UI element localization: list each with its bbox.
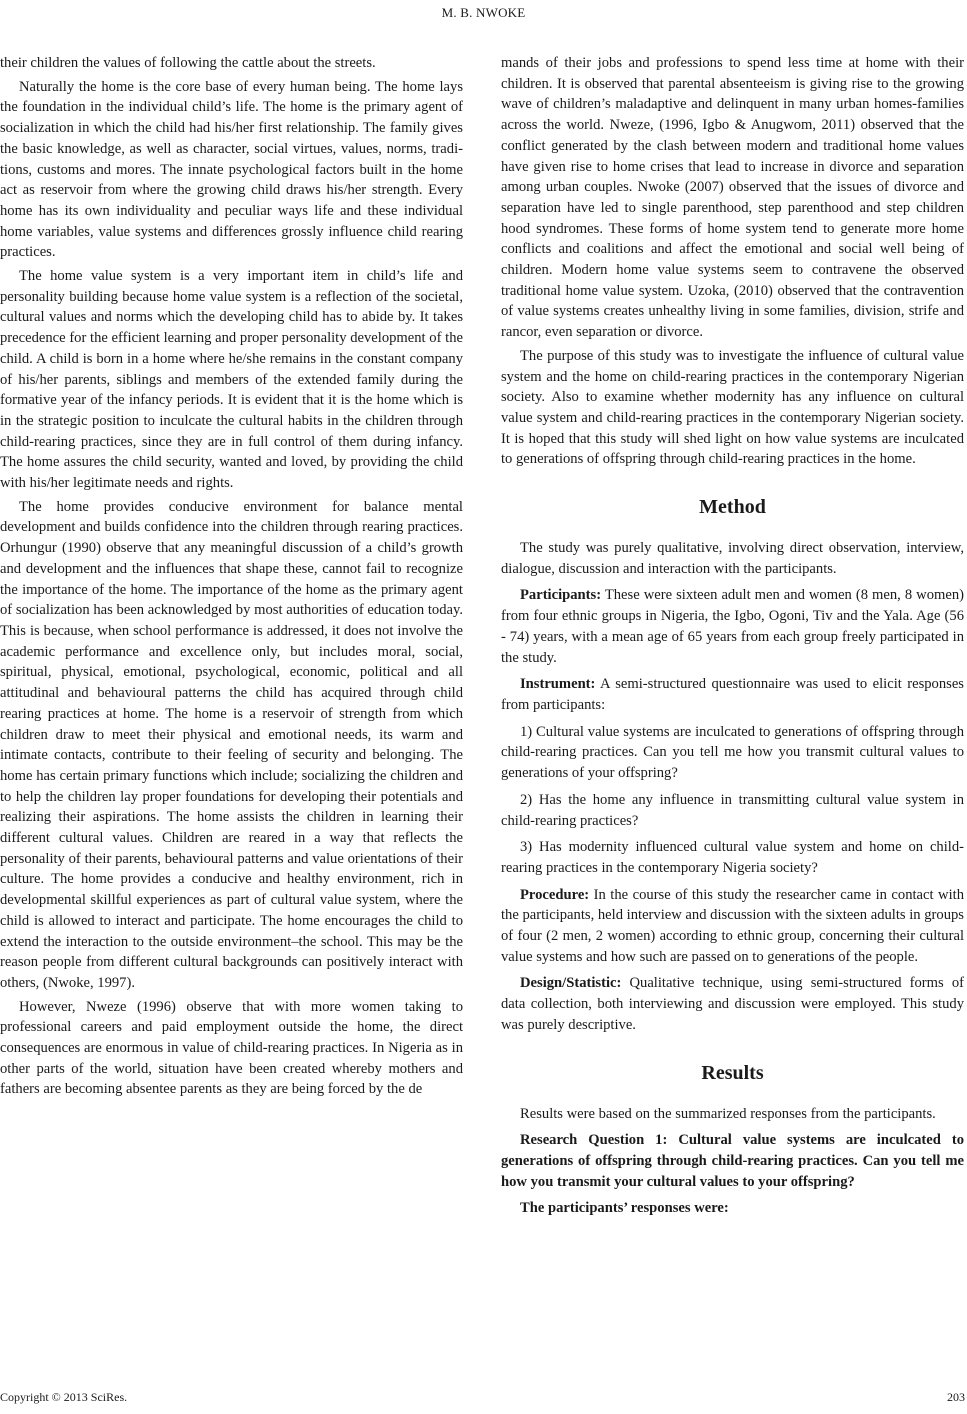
- design-label: Design/Statistic:: [520, 975, 622, 992]
- paragraph: their children the values of following the cattle about the streets.: [0, 55, 376, 71]
- paragraph: Naturally the home is the core base of every human being. The home lays the foundation in the individual child’s life. The home is the primary agent of socialization in which the child had his/her first relationship. The family gives the basic knowledge, as well as character, social virtues, values, norms, traditions, customs and mores. The innate psychological factors built in the home act as reservoir from where the growing child draws his/her strength. Every home has its own individuality and peculiar ways life and these individual home variables, value systems and differences grossly influence child rearing practices.: [0, 78, 463, 261]
- research-question-1: Research Question 1: Cultural value systems are inculcated to generations of offspring through child-rearing practices. Can you tell me how you transmit your cultural values to your offspring?: [501, 1132, 964, 1190]
- paragraph: The purpose of this study was to investigate the influence of cultural value system and the home on child-rearing practices in the contemporary Nigerian society. Also to examine whether modernity has any influence on cultural value system and child-rearing practices in the contemporary Nigerian society. It is hoped that this study will shed light on how value systems are inculcated to generations of offspring through child-rearing practices in the home.: [501, 347, 964, 468]
- paragraph: mands of their jobs and professions to spend less time at home with their children. It is observed that parental absenteeism is giving rise to the growing wave of children’s maladaptive and delinquent in many urban homes-families across the world. Nweze, (1996, Igbo & Anugwom, 2011) observed that the conflict generated by the clash between modern and traditional home values have given rise to home crises that lead to increase in divorce and separation among urban couples. Nwoke (2007) observed that the issues of divorce and separation have led to single parenthood, step parenthood and step children hood syndromes. These forms of home system tend to generate more home conflicts and coalitions and affect the emotional and social well being of children. Modern home value systems seem to contravene the observed traditional home value system. Uzoka, (2010) observed that the contravention of value systems creates unhealthy living in some families, division, strife and rancor, even separation or divorce.: [501, 55, 964, 341]
- left-column: [0, 53, 463, 1100]
- design-paragraph: [501, 973, 964, 1035]
- procedure-paragraph: [501, 885, 964, 968]
- paragraph: The home value system is a very important item in child’s life and personality building because home value system is a reflection of the societal, cultural values and norms which the developing child has to abide by. It takes precedence for the efficient learning and proper personality development of the child. A child is born in a home where he/she remains in the constant company of his/her parents, siblings and members of the extended family during the formative year of the infancy periods. It is evident that it is the home which is in the strategic position to inculcate the cultural habits in the children through child-rearing practices, since they are in full control of them during infancy. The home assures the child security, wanted and loved, by providing the child with his/her legitimate needs and rights.: [0, 268, 463, 492]
- section-heading-results: Results: [701, 1061, 764, 1084]
- procedure-text: In the course of this study the researcher came in contact with the participants, held interview and discussion with the sixteen adults in groups of four (2 men, 2 women) according to ethnic group, concerning their cultural value systems and how such are passed on to generations of the people.: [501, 886, 964, 965]
- participants-paragraph: [501, 585, 964, 668]
- participants-text: These were sixteen adult men and women (8 men, 8 women) from four ethnic groups in Nigeria, the Igbo, Ogoni, Tiv and the Yala. Age (56 - 74) years, with a mean age of 65 years from each group freely participated in the study.: [501, 587, 964, 666]
- question-item: 3) Has modernity influenced cultural value system and home on child-rearing practices in the contemporary Nigeria society?: [501, 839, 964, 876]
- footer-page-number: 203: [947, 1390, 965, 1404]
- paragraph: The study was purely qualitative, involving direct observation, interview, dialogue, discussion and interaction with the participants.: [501, 540, 964, 577]
- instrument-paragraph: [501, 674, 964, 715]
- paragraph: The home provides conducive environment for balance mental development and builds confidence into the children through rearing practices. Orhungur (1990) observe that any meaningful discussion of a child’s growth and development and the influences that shape these, cannot fail to recognize the importance of the home. The importance of the home as the primary agent of socialization has been acknowledged by most authorities of education today. This is because, when school performance is addressed, it does not involve the academic performance and excellence only, but includes moral, social, spiritual, physical, emotional, psychological, economic, political and all attitudinal and behavioural patterns the child has acquired through child rearing practices at home. The home is a reservoir of strength from which children draw to meet their physical and emotional needs, its warm and intimate contacts, contribute to their feeling of security and belonging. The home has certain primary functions which include; socializing the children and to help the children lay proper foundations for developing their potentials and realizing their aspirations. The home assists the children in learning their different cultural values. Children are reared in a way that reflects the personality of their parents, behavioural patterns and value orientations of their culture. The home provides a conducive and healthy environment, rich in developmental skillful experiences as part of cultural value system, where the child is allowed to interact and participate. The home encourages the child to extend the interaction to the outside environment–the school. This may be the reason people from different cultural backgrounds can positively interact with others, (Nwoke, 1997).: [0, 498, 463, 991]
- right-column: [501, 53, 964, 1219]
- participants-label: Participants:: [520, 587, 602, 604]
- question-item: 1) Cultural value systems are inculcated to generations of offspring through child-rearing practices. Can you tell me how you transmit cultural values to generations of your offspring?: [501, 723, 964, 782]
- question-item: 2) Has the home any influence in transmitting cultural value system in child-rearing practices?: [501, 791, 964, 829]
- section-heading-method: Method: [699, 496, 766, 519]
- paragraph: However, Nweze (1996) observe that with more women taking to professional careers and paid employment outside the home, the direct consequences are enormous in value of child-rearing practices. In Nigeria as in other parts of the world, situation have been created whereby mothers and fathers are becoming absentee parents as they are being forced by the de: [0, 998, 463, 1098]
- instrument-text: A semi-structured questionnaire was used to elicit responses from participants:: [501, 676, 964, 713]
- instrument-label: Instrument:: [520, 676, 596, 693]
- design-text: Qualitative technique, using semi-structured forms of data collection, both interviewing and discussion were employed. This study was purely descriptive.: [501, 975, 964, 1033]
- responses-label: The participants’ responses were:: [520, 1200, 729, 1217]
- running-head: M. B. NWOKE: [441, 5, 526, 20]
- footer-copyright: Copyright © 2013 SciRes.: [0, 1390, 128, 1404]
- paragraph: Results were based on the summarized responses from the participants.: [520, 1105, 936, 1122]
- procedure-label: Procedure:: [520, 886, 590, 903]
